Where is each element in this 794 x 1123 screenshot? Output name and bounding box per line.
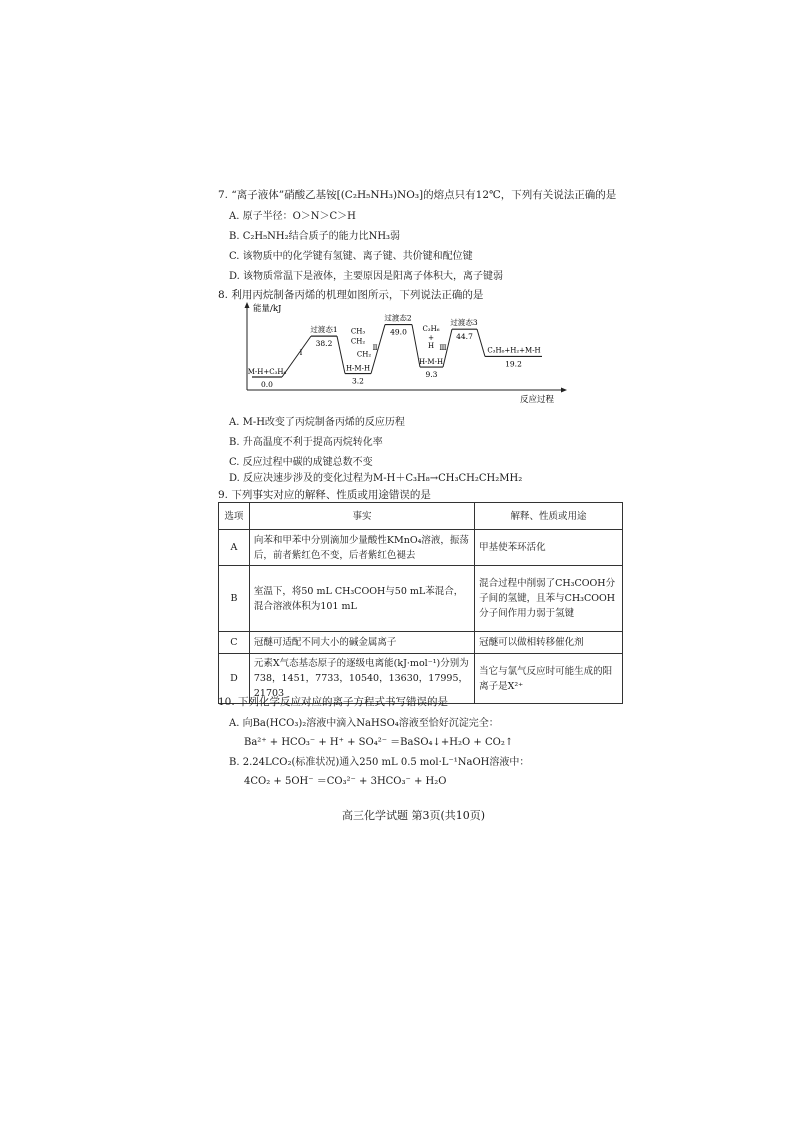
q7-option-d: D. 该物质常温下是液体，主要原因是阳离子体积大，离子键弱 — [229, 271, 504, 282]
q7-option-a: A. 原子半径：O＞N＞C＞H — [229, 211, 356, 222]
species-label: H — [427, 342, 435, 351]
energy-value-label: 49.0 — [390, 327, 407, 337]
header-option: 选项 — [219, 503, 250, 530]
species-label: C₃H₆ — [422, 325, 440, 334]
table-row — [219, 566, 623, 632]
energy-value-label: 3.2 — [352, 376, 364, 386]
species-label: + — [428, 334, 434, 343]
q7-option-b: B. C₂H₅NH₂结合质子的能力比NH₃弱 — [229, 231, 401, 242]
state-label: M-H+C₃H₈ — [247, 368, 287, 376]
q9-stem: 9. 下列事实对应的解释、性质或用途错误的是 — [218, 489, 431, 501]
x-axis-label: 反应过程 — [520, 395, 555, 405]
species-label: CH₂ — [356, 350, 372, 359]
energy-connector — [477, 329, 485, 356]
q10-stem: 10. 下列化学反应对应的离子方程式书写错误的是 — [218, 696, 449, 708]
header-explanation: 解释、性质或用途 — [475, 503, 623, 530]
q10-option-b: B. 2.24LCO₂(标准状况)通入250 mL 0.5 mol·L⁻¹NaOH溶液中： — [229, 757, 530, 768]
table-row — [219, 632, 623, 654]
row-option: A — [219, 530, 250, 566]
row-fact: 室温下，将50 mL CH₃COOH与50 mL苯混合，混合溶液体积为101 mL — [249, 566, 474, 632]
row-fact: 冠醚可适配不同大小的碱金属离子 — [249, 632, 474, 654]
state-label: 过渡态2 — [384, 313, 412, 323]
y-axis-label: 能量/kJ — [253, 304, 282, 314]
energy-value-label: 9.3 — [425, 370, 438, 380]
energy-value-label: 0.0 — [261, 380, 273, 389]
row-fact: 元素X气态基态原子的逐级电离能(kJ·mol⁻¹)分别为738，1451，7733，10540，13630，17995，21703 — [249, 654, 474, 704]
row-explanation: 混合过程中削弱了CH₃COOH分子间的氢键，且苯与CH₃COOH分子间作用力弱于氢键 — [475, 566, 623, 632]
step-label: Ⅰ — [299, 348, 303, 357]
q8-stem: 8. 利用丙烷制备丙烯的机理如图所示，下列说法正确的是 — [218, 289, 484, 301]
energy-value-label: 19.2 — [505, 359, 522, 369]
row-option: D — [219, 654, 250, 704]
q8-option-c: C. 反应过程中碳的成键总数不变 — [229, 457, 373, 468]
species-label: H-M-H — [345, 364, 371, 373]
q8-option-a: A. M-H改变了丙烷制备丙烯的反应历程 — [229, 417, 405, 428]
row-explanation: 甲基使苯环活化 — [475, 530, 623, 566]
energy-value-label: 44.7 — [456, 332, 473, 342]
step-label: Ⅱ — [372, 343, 378, 352]
table-header-row — [219, 503, 623, 530]
q8-option-b: B. 升高温度不利于提高丙烷转化率 — [229, 437, 383, 448]
energy-connector — [337, 336, 345, 373]
step-label: Ⅲ — [439, 343, 447, 352]
energy-diagram — [240, 300, 570, 410]
q9-table — [218, 502, 623, 704]
species-label: CH₃ — [350, 327, 366, 336]
row-fact: 向苯和甲苯中分别滴加少量酸性KMnO₄溶液，振荡后，前者紫红色不变，后者紫红色褪去 — [249, 530, 474, 566]
q10-option-b-equation: 4CO₂ + 5OH⁻ ＝CO₃²⁻ + 3HCO₃⁻ + H₂O — [244, 776, 447, 787]
state-label: 过渡态1 — [310, 325, 338, 335]
state-label: C₃H₆+H₂+M-H — [487, 346, 541, 355]
q7-stem: 7. “离子液体”硝酸乙基铵[(C₂H₅NH₃)NO₃]的熔点只有12℃，下列有关说法正确的是 — [218, 189, 617, 201]
energy-value-label: 38.2 — [315, 339, 333, 349]
table-row — [219, 530, 623, 566]
row-explanation: 当它与氯气反应时可能生成的阳离子是X²⁺ — [475, 654, 623, 704]
page-footer: 高三化学试题 第3页(共10页) — [342, 809, 486, 822]
q8-option-d: D. 反应决速步涉及的变化过程为M-H＋C₃H₈→CH₃CH₂CH₂MH₂ — [229, 473, 523, 484]
row-option: B — [219, 566, 250, 632]
q10-option-a-equation: Ba²⁺ + HCO₃⁻ + H⁺ + SO₄²⁻ ＝BaSO₄↓+H₂O + CO₂↑ — [244, 737, 514, 748]
q7-option-c: C. 该物质中的化学键有氢键、离子键、共价键和配位键 — [229, 251, 473, 262]
row-option: C — [219, 632, 250, 654]
species-label: CH₂ — [350, 337, 366, 346]
header-fact: 事实 — [249, 503, 474, 530]
q10-option-a: A. 向Ba(HCO₃)₂溶液中滴入NaHSO₄溶液至恰好沉淀完全： — [229, 718, 499, 729]
state-label: 过渡态3 — [450, 318, 478, 328]
energy-connector — [282, 336, 311, 377]
row-explanation: 冠醚可以做相转移催化剂 — [475, 632, 623, 654]
species-label: H-M-H — [418, 358, 444, 367]
